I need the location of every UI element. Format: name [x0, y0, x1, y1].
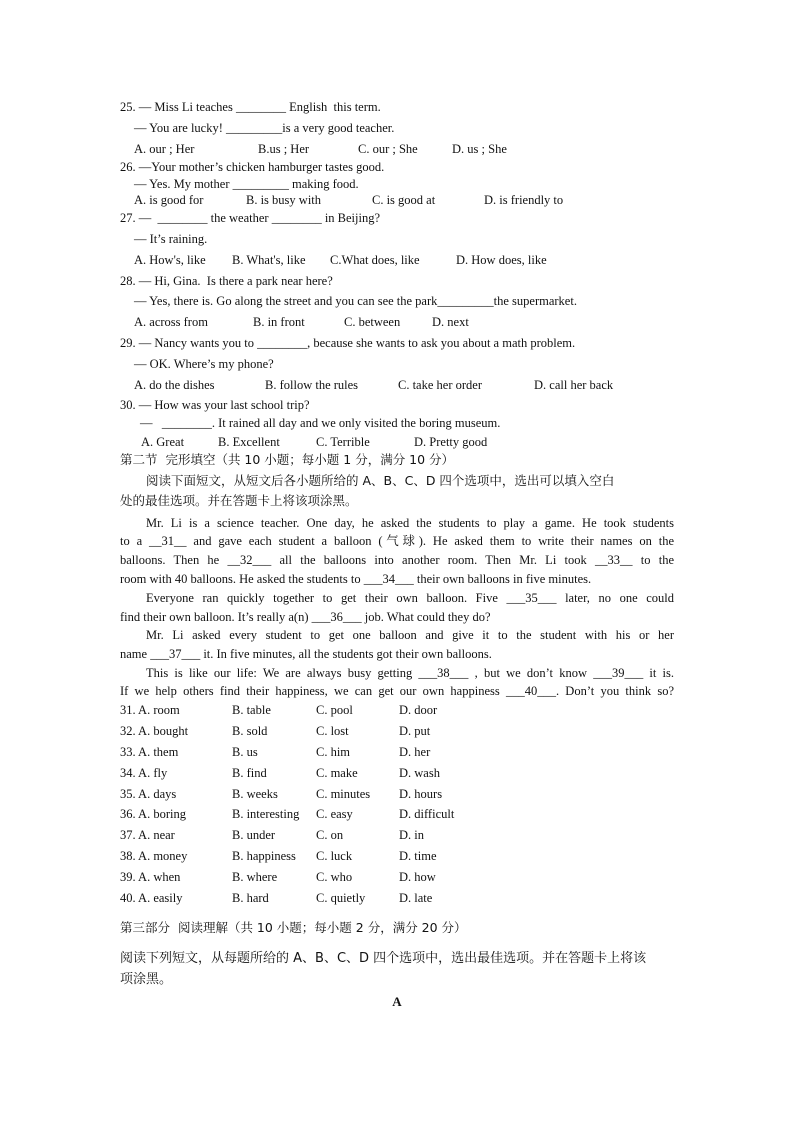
- option-a: A. our ; Her: [134, 142, 195, 156]
- option-d: D. next: [432, 315, 469, 329]
- cloze-option: B. hard: [232, 891, 269, 905]
- option-d: D. call her back: [534, 378, 614, 392]
- option-a: A. across from: [134, 315, 208, 329]
- option-d: D. How does, like: [456, 253, 547, 267]
- option-d: D. is friendly to: [484, 193, 564, 207]
- cloze-option: 32. A. bought: [120, 724, 189, 738]
- cloze-option: C. lost: [316, 724, 349, 738]
- question-line: — Yes. My mother _________ making food.: [134, 177, 359, 191]
- section-heading: 第三部分 阅读理解（共 10 小题；每小题 2 分，满分 20 分）: [120, 920, 467, 935]
- cloze-option: D. door: [399, 703, 438, 717]
- passage-line: to a __31__ and gave each student a balloon (气球). He asked them to write their names on the: [120, 534, 674, 548]
- option-b: B. in front: [253, 315, 305, 329]
- cloze-option: C. him: [316, 745, 351, 759]
- cloze-option: D. difficult: [399, 807, 455, 821]
- cloze-option: 31. A. room: [120, 703, 180, 717]
- option-c: C.What does, like: [330, 253, 420, 267]
- cloze-option: D. wash: [399, 766, 440, 780]
- section-heading: 第二节 完形填空（共 10 小题；每小题 1 分，满分 10 分）: [120, 452, 455, 467]
- cloze-option: B. find: [232, 766, 267, 780]
- passage-line: If we help others find their happiness, we can get our own happiness ___40___. Don’t you think so?: [120, 684, 674, 698]
- option-b: B. follow the rules: [265, 378, 359, 392]
- cloze-option: 35. A. days: [120, 787, 177, 801]
- question-line: — You are lucky! _________is a very good teacher.: [134, 121, 395, 135]
- cloze-option: C. easy: [316, 807, 353, 821]
- question-stem: 25. — Miss Li teaches ________ English this term.: [120, 100, 381, 114]
- cloze-option: 39. A. when: [120, 870, 181, 884]
- cloze-option: 38. A. money: [120, 849, 188, 863]
- cloze-option: 33. A. them: [120, 745, 179, 759]
- cloze-option: D. how: [399, 870, 436, 884]
- cloze-option: B. interesting: [232, 807, 300, 821]
- passage-line: name ___37___ it. In five minutes, all the students got their own balloons.: [120, 647, 492, 661]
- option-c: C. between: [344, 315, 401, 329]
- cloze-option: B. us: [232, 745, 258, 759]
- question-line: — ________. It rained all day and we only visited the boring museum.: [140, 416, 501, 430]
- passage-line: This is like our life: We are always busy getting ___38___ , but we don’t know ___39___ it is.: [146, 666, 674, 680]
- cloze-option: C. minutes: [316, 787, 371, 801]
- passage-label: A: [392, 994, 402, 1009]
- option-c: C. is good at: [372, 193, 436, 207]
- option-b: B. is busy with: [246, 193, 322, 207]
- option-b: B.us ; Her: [258, 142, 310, 156]
- option-c: C. our ; She: [358, 142, 418, 156]
- option-a: A. is good for: [134, 193, 204, 207]
- section-instruction: 阅读下面短文，从短文后各小题所给的 A、B、C、D 四个选项中，选出可以填入空白: [146, 473, 615, 488]
- question-stem: 30. — How was your last school trip?: [120, 398, 310, 412]
- passage-line: Mr. Li asked every student to get one balloon and give it to the student with his or her: [146, 628, 674, 642]
- option-a: A. do the dishes: [134, 378, 215, 392]
- passage-line: room with 40 balloons. He asked the students to ___34___ their own balloons in five minutes.: [120, 572, 592, 586]
- passage-line: Everyone ran quickly together to get their own balloon. Five ___35___ later, no one could: [146, 591, 674, 605]
- cloze-option: 34. A. fly: [120, 766, 168, 780]
- question-line: — It’s raining.: [134, 232, 208, 246]
- section-instruction: 阅读下列短文，从每题所给的 A、B、C、D 四个选项中，选出最佳选项。并在答题卡上将该: [120, 951, 647, 966]
- cloze-option: C. make: [316, 766, 358, 780]
- option-a: A. Great: [141, 435, 185, 449]
- passage-line: balloons. Then he __32___ all the balloons into another room. Then Mr. Li took __33__ to the: [120, 553, 674, 567]
- cloze-option: B. weeks: [232, 787, 278, 801]
- question-stem: 27. — ________ the weather ________ in Beijing?: [120, 211, 381, 225]
- question-line: — Yes, there is. Go along the street and you can see the park_________the supermarket.: [134, 294, 577, 308]
- cloze-option: D. her: [399, 745, 431, 759]
- section-instruction: 项涂黑。: [120, 972, 173, 987]
- cloze-option: D. time: [399, 849, 437, 863]
- question-line: — OK. Where’s my phone?: [134, 357, 274, 371]
- cloze-option: D. late: [399, 891, 433, 905]
- option-b: B. Excellent: [218, 435, 280, 449]
- cloze-option: B. happiness: [232, 849, 296, 863]
- cloze-option: D. put: [399, 724, 431, 738]
- question-stem: 26. —Your mother’s chicken hamburger tastes good.: [120, 160, 385, 174]
- option-b: B. What's, like: [232, 253, 306, 267]
- cloze-option: B. where: [232, 870, 278, 884]
- cloze-option: D. in: [399, 828, 424, 842]
- option-d: D. us ; She: [452, 142, 507, 156]
- cloze-option: 37. A. near: [120, 828, 175, 842]
- question-stem: 29. — Nancy wants you to ________, because she wants to ask you about a math problem.: [120, 336, 576, 350]
- cloze-option: D. hours: [399, 787, 443, 801]
- cloze-option: C. on: [316, 828, 344, 842]
- passage-line: Mr. Li is a science teacher. One day, he asked the students to play a game. He took students: [146, 516, 674, 530]
- cloze-option: C. luck: [316, 849, 353, 863]
- question-stem: 28. — Hi, Gina. Is there a park near here?: [120, 274, 333, 288]
- cloze-option: C. quietly: [316, 891, 366, 905]
- cloze-option: 40. A. easily: [120, 891, 183, 905]
- cloze-option: B. sold: [232, 724, 268, 738]
- option-c: C. take her order: [398, 378, 482, 392]
- option-a: A. How's, like: [134, 253, 206, 267]
- section-instruction: 处的最佳选项。并在答题卡上将该项涂黑。: [120, 493, 358, 508]
- passage-line: find their own balloon. It’s really a(n) ___36___ job. What could they do?: [120, 610, 491, 624]
- cloze-option: C. pool: [316, 703, 353, 717]
- cloze-option: 36. A. boring: [120, 807, 186, 821]
- cloze-option: B. table: [232, 703, 271, 717]
- cloze-option: C. who: [316, 870, 353, 884]
- cloze-option: B. under: [232, 828, 276, 842]
- option-d: D. Pretty good: [414, 435, 488, 449]
- option-c: C. Terrible: [316, 435, 370, 449]
